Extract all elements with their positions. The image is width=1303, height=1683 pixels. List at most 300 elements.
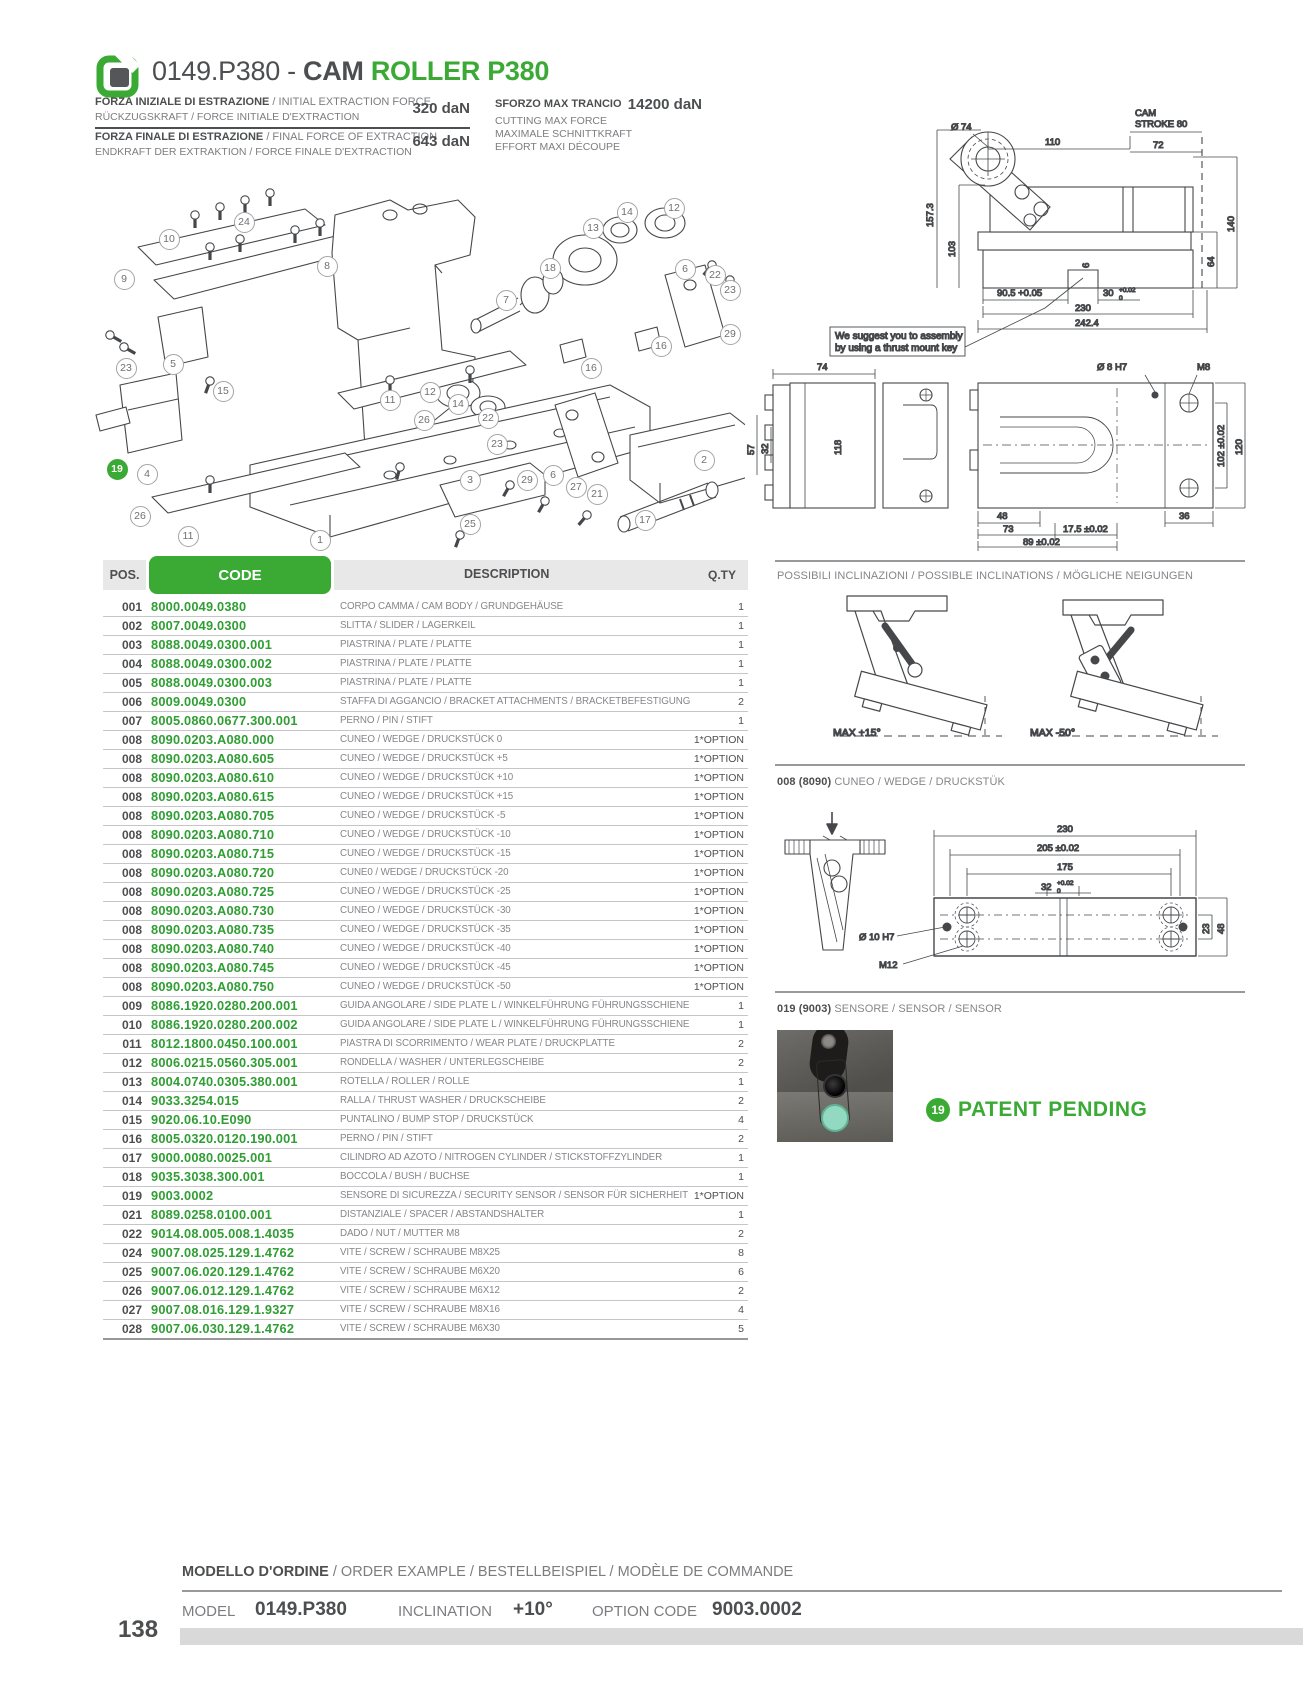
sensor-heading: 019 (9003) SENSORE / SENSOR / SENSOR <box>777 1003 1002 1015</box>
table-row <box>103 807 748 826</box>
part-balloon-22: 22 <box>705 265 726 286</box>
table-row <box>103 1282 748 1301</box>
table-row <box>103 1301 748 1320</box>
part-balloon-12: 12 <box>664 198 685 219</box>
dim-tolerance: +0.02 <box>1119 287 1136 294</box>
table-row <box>103 1092 748 1111</box>
row-description: VITE / SCREW / SCHRAUBE M6X30 <box>340 1323 500 1334</box>
row-description: CUNEO / WEDGE / DRUCKSTÜCK -10 <box>340 829 511 840</box>
row-pos: 011 <box>122 1037 142 1051</box>
row-code: 8004.0740.0305.380.001 <box>151 1074 298 1089</box>
row-qty: 1 <box>738 1019 744 1031</box>
row-pos: 010 <box>121 1018 143 1032</box>
dim-label: Ø 8 H7 <box>1097 362 1128 373</box>
dim-label: 110 <box>1045 137 1061 148</box>
row-qty: 4 <box>738 1304 744 1316</box>
row-qty: 1*OPTION <box>693 981 744 993</box>
dim-label: 157.3 <box>925 203 936 227</box>
table-row <box>103 598 748 617</box>
row-pos: 021 <box>121 1208 143 1222</box>
row-description: RALLA / THRUST WASHER / DRUCKSCHEIBE <box>340 1095 546 1106</box>
dim-label: 57 <box>746 444 757 455</box>
row-description: CUNEO / WEDGE / DRUCKSTÜCK -30 <box>340 905 511 916</box>
part-balloon-3: 3 <box>460 470 481 491</box>
row-description: VITE / SCREW / SCHRAUBE M6X12 <box>340 1285 500 1296</box>
table-row <box>103 769 748 788</box>
section-divider <box>775 991 1245 993</box>
row-description: RONDELLA / WASHER / UNTERLEGSCHEIBE <box>340 1057 545 1068</box>
row-code: 8090.0203.A080.710 <box>151 827 275 842</box>
row-pos: 019 <box>121 1189 143 1203</box>
dim-label: 23 <box>1201 923 1212 934</box>
row-pos: 027 <box>121 1303 143 1317</box>
table-header-description: DESCRIPTION <box>464 567 550 581</box>
row-pos: 009 <box>121 999 143 1013</box>
row-description: DADO / NUT / MUTTER M8 <box>340 1228 460 1239</box>
dim-label: 230 <box>1075 303 1091 314</box>
row-description: STAFFA DI AGGANCIO / BRACKET ATTACHMENTS / BRACKETBEFESTIGUNG <box>340 696 691 707</box>
part-balloon-22: 22 <box>478 408 499 429</box>
row-pos: 025 <box>121 1265 143 1279</box>
table-row <box>103 712 748 731</box>
row-code: 9007.08.016.129.1.9327 <box>151 1302 295 1317</box>
spec-initial-force-value: 320 daN <box>412 100 470 117</box>
row-description: GUIDA ANGOLARE / SIDE PLATE L / WINKELFÜHRUNG FÜHRUNGSSCHIENE <box>340 1019 690 1030</box>
sensor-photo <box>777 1030 893 1142</box>
page-title <box>152 56 549 87</box>
dim-label: 89 ±0.02 <box>1023 537 1060 548</box>
row-qty: 1*OPTION <box>693 772 744 784</box>
row-description: CORPO CAMMA / CAM BODY / GRUNDGEHÄUSE <box>340 601 564 612</box>
part-balloon-27: 27 <box>566 477 587 498</box>
row-code: 8005.0860.0677.300.001 <box>151 713 298 728</box>
row-qty: 1 <box>738 601 744 613</box>
row-code: 9020.06.10.E090 <box>151 1112 252 1127</box>
table-row <box>103 1320 748 1340</box>
table-row <box>103 1054 748 1073</box>
row-code: 9007.06.030.129.1.4762 <box>151 1321 295 1336</box>
section-divider <box>775 764 1245 766</box>
dim-label: 118 <box>833 439 844 455</box>
row-pos: 018 <box>121 1170 143 1184</box>
row-pos: 008 <box>121 828 143 842</box>
part-balloon-19: 19 <box>107 459 128 480</box>
dim-label: Ø 74 <box>951 122 972 133</box>
row-description: BOCCOLA / BUSH / BUCHSE <box>340 1171 470 1182</box>
table-row <box>103 883 748 902</box>
dim-label: 230 <box>1057 824 1073 835</box>
row-description: CUNEO / WEDGE / DRUCKSTÜCK -35 <box>340 924 511 935</box>
dim-label: 36 <box>1179 511 1190 522</box>
row-pos: 008 <box>121 923 143 937</box>
row-description: CUNEO / WEDGE / DRUCKSTÜCK 0 <box>340 734 503 745</box>
table-row <box>103 902 748 921</box>
part-balloon-15: 15 <box>213 381 234 402</box>
row-code: 8005.0320.0120.190.001 <box>151 1131 298 1146</box>
row-code: 8090.0203.A080.740 <box>151 941 275 956</box>
part-balloon-11: 11 <box>178 526 199 547</box>
row-code: 8090.0203.A080.735 <box>151 922 275 937</box>
row-code: 8090.0203.A080.605 <box>151 751 275 766</box>
spec-final-force-label: FORZA FINALE DI ESTRAZIONE / FINAL FORCE OF EXTRACTION <box>95 131 438 143</box>
row-qty: 1*OPTION <box>693 1190 744 1202</box>
assembly-note-line1: We suggest you to assembly <box>835 331 963 342</box>
row-code: 8007.0049.0300 <box>151 618 247 633</box>
dim-tolerance: +0.02 <box>1057 880 1074 887</box>
dim-label: 74 <box>817 362 828 373</box>
row-description: CUNEO / WEDGE / DRUCKSTÜCK +10 <box>340 772 514 783</box>
row-qty: 1 <box>738 715 744 727</box>
row-code: 8090.0203.A080.725 <box>151 884 275 899</box>
table-row <box>103 655 748 674</box>
spec-divider <box>95 127 470 129</box>
row-pos: 006 <box>121 695 143 709</box>
row-pos: 003 <box>121 638 143 652</box>
dim-tolerance: 0 <box>1119 295 1123 302</box>
order-example-heading: MODELLO D'ORDINE / ORDER EXAMPLE / BESTELLBEISPIEL / MODÈLE DE COMMANDE <box>182 1564 794 1580</box>
row-pos: 017 <box>121 1151 143 1165</box>
part-balloon-24: 24 <box>234 212 255 233</box>
part-balloon-6: 6 <box>675 259 696 280</box>
table-row <box>103 674 748 693</box>
row-description: SENSORE DI SICUREZZA / SECURITY SENSOR / SENSOR FÜR SICHERHEIT <box>340 1190 688 1201</box>
row-description: CUNEO / WEDGE / DRUCKSTÜCK +15 <box>340 791 514 802</box>
table-row <box>103 978 748 997</box>
row-qty: 1 <box>738 1000 744 1012</box>
row-pos: 012 <box>121 1056 143 1070</box>
part-balloon-25: 25 <box>460 514 481 535</box>
footer-bar <box>180 1628 1303 1645</box>
row-description: PIASTRA DI SCORRIMENTO / WEAR PLATE / DRUCKPLATTE <box>340 1038 615 1049</box>
part-balloon-5: 5 <box>163 354 184 375</box>
row-qty: 2 <box>738 1095 744 1107</box>
part-balloon-4: 4 <box>137 464 158 485</box>
table-header-desc-qty <box>334 560 748 590</box>
row-code: 9014.08.005.008.1.4035 <box>151 1226 295 1241</box>
row-description: VITE / SCREW / SCHRAUBE M8X16 <box>340 1304 500 1315</box>
part-balloon-8: 8 <box>317 256 338 277</box>
row-qty: 1*OPTION <box>693 829 744 841</box>
row-description: VITE / SCREW / SCHRAUBE M6X20 <box>340 1266 500 1277</box>
table-row <box>103 1225 748 1244</box>
row-qty: 1 <box>738 1076 744 1088</box>
row-code: 9003.0002 <box>151 1188 214 1203</box>
title-code: 0149.P380 - <box>152 56 304 86</box>
part-balloon-12: 12 <box>420 382 441 403</box>
row-pos: 015 <box>121 1113 143 1127</box>
row-pos: 008 <box>121 733 143 747</box>
inclinations-drawing <box>775 592 1245 750</box>
part-balloon-1: 1 <box>310 530 331 551</box>
part-balloon-26: 26 <box>130 506 151 527</box>
row-code: 8090.0203.A080.705 <box>151 808 275 823</box>
part-balloon-11: 11 <box>380 390 401 411</box>
row-qty: 2 <box>738 696 744 708</box>
table-row <box>103 636 748 655</box>
part-balloon-26: 26 <box>414 410 435 431</box>
row-code: 8090.0203.A080.720 <box>151 865 275 880</box>
row-description: GUIDA ANGOLARE / SIDE PLATE L / WINKELFÜHRUNG FÜHRUNGSSCHIENE <box>340 1000 690 1011</box>
part-balloon-9: 9 <box>114 269 135 290</box>
dim-label: Ø 10 H7 <box>859 932 895 943</box>
table-row <box>103 921 748 940</box>
section-divider <box>775 560 1245 562</box>
row-pos: 028 <box>121 1322 143 1336</box>
table-row <box>103 864 748 883</box>
table-row <box>103 1168 748 1187</box>
row-code: 8090.0203.A080.730 <box>151 903 275 918</box>
wedge-drawing <box>775 798 1255 976</box>
inclinations-heading: POSSIBILI INCLINAZIONI / POSSIBLE INCLINATIONS / MÖGLICHE NEIGUNGEN <box>777 570 1194 582</box>
dim-label: 175 <box>1057 862 1073 873</box>
row-description: PIASTRINA / PLATE / PLATTE <box>340 677 472 688</box>
row-code: 8088.0049.0300.002 <box>151 656 273 671</box>
table-row <box>103 997 748 1016</box>
patent-pending-label: PATENT PENDING <box>958 1098 1148 1121</box>
dim-label: 242.4 <box>1075 318 1099 329</box>
row-pos: 008 <box>121 752 143 766</box>
row-pos: 007 <box>121 714 143 728</box>
row-code: 8086.1920.0280.200.001 <box>151 998 298 1013</box>
row-code: 8090.0203.A080.000 <box>151 732 275 747</box>
row-qty: 1 <box>738 1171 744 1183</box>
max-minus-label: MAX -50° <box>1030 727 1076 739</box>
row-description: PIASTRINA / PLATE / PLATTE <box>340 639 472 650</box>
part-balloon-14: 14 <box>617 202 638 223</box>
order-inclination-label: INCLINATION <box>398 1603 492 1620</box>
row-code: 8088.0049.0300.003 <box>151 675 273 690</box>
row-description: CUNEO / WEDGE / DRUCKSTÜCK -5 <box>340 810 506 821</box>
row-qty: 1*OPTION <box>693 810 744 822</box>
row-qty: 1 <box>738 1152 744 1164</box>
table-row <box>103 1187 748 1206</box>
table-row <box>103 1149 748 1168</box>
part-balloon-23: 23 <box>116 358 137 379</box>
row-code: 8090.0203.A080.615 <box>151 789 275 804</box>
table-row <box>103 1016 748 1035</box>
row-description: CUNEO / WEDGE / DRUCKSTÜCK -25 <box>340 886 511 897</box>
row-qty: 4 <box>738 1114 744 1126</box>
part-balloon-23: 23 <box>720 280 741 301</box>
dim-label: M8 <box>1197 362 1211 373</box>
row-qty: 1*OPTION <box>693 734 744 746</box>
order-model-value: 0149.P380 <box>255 1599 347 1620</box>
table-header-qty: Q.TY <box>707 568 736 582</box>
row-qty: 2 <box>738 1285 744 1297</box>
row-qty: 1*OPTION <box>693 905 744 917</box>
row-description: CUNEO / WEDGE / DRUCKSTÜCK -40 <box>340 943 511 954</box>
row-description: CILINDRO AD AZOTO / NITROGEN CYLINDER / STICKSTOFFZYLINDER <box>340 1152 663 1163</box>
row-pos: 016 <box>121 1132 143 1146</box>
max-plus-label: MAX +15° <box>833 727 881 739</box>
spec-initial-force-sub: RÜCKZUGSKRAFT / FORCE INITIALE D'EXTRACTION <box>95 111 360 123</box>
row-pos: 008 <box>121 847 143 861</box>
table-row <box>103 617 748 636</box>
row-code: 9007.08.025.129.1.4762 <box>151 1245 295 1260</box>
dim-label: 120 <box>1234 439 1245 455</box>
dim-label: STROKE 80 <box>1135 119 1188 130</box>
front-view-drawing <box>745 355 1303 555</box>
row-qty: 2 <box>738 1228 744 1240</box>
row-qty: 2 <box>738 1038 744 1050</box>
title-roller: ROLLER P380 <box>363 56 550 86</box>
exploded-view-drawing <box>90 185 745 560</box>
dim-tolerance: 0 <box>1057 888 1061 895</box>
part-balloon-21: 21 <box>587 484 608 505</box>
table-row <box>103 788 748 807</box>
row-qty: 1*OPTION <box>693 962 744 974</box>
part-balloon-16: 16 <box>581 358 602 379</box>
row-pos: 008 <box>121 809 143 823</box>
row-qty: 5 <box>738 1323 744 1335</box>
row-pos: 024 <box>121 1246 143 1260</box>
row-qty: 1 <box>738 658 744 670</box>
table-row <box>103 940 748 959</box>
row-pos: 001 <box>121 600 143 614</box>
part-balloon-17: 17 <box>635 510 656 531</box>
row-code: 8089.0258.0100.001 <box>151 1207 273 1222</box>
row-pos: 013 <box>121 1075 143 1089</box>
table-header-pos: POS. <box>103 560 146 590</box>
part-balloon-16: 16 <box>651 336 672 357</box>
row-code: 8090.0203.A080.750 <box>151 979 275 994</box>
row-code: 8009.0049.0300 <box>151 694 247 709</box>
row-code: 9007.06.020.129.1.4762 <box>151 1264 295 1279</box>
dim-label: 32 <box>1041 882 1052 893</box>
spec-final-force-value: 643 daN <box>412 133 470 150</box>
row-qty: 1*OPTION <box>693 943 744 955</box>
row-qty: 1*OPTION <box>693 848 744 860</box>
row-qty: 1 <box>738 677 744 689</box>
part-balloon-23: 23 <box>487 434 508 455</box>
spec-cutting-sub-2: MAXIMALE SCHNITTKRAFT <box>495 128 633 140</box>
order-inclination-value: +10° <box>513 1599 553 1620</box>
part-balloon-29: 29 <box>720 324 741 345</box>
row-qty: 1*OPTION <box>693 924 744 936</box>
row-code: 8000.0049.0380 <box>151 599 247 614</box>
row-pos: 008 <box>121 866 143 880</box>
row-pos: 002 <box>121 619 143 633</box>
dim-label: 6 <box>1081 262 1092 268</box>
table-row <box>103 1206 748 1225</box>
part-balloon-18: 18 <box>540 258 561 279</box>
dim-label: M12 <box>879 960 898 971</box>
row-qty: 6 <box>738 1266 744 1278</box>
table-row <box>103 959 748 978</box>
dim-label: 17.5 ±0.02 <box>1063 524 1108 535</box>
dim-label: 32 <box>760 443 771 454</box>
title-cam: CAM <box>303 56 364 86</box>
row-description: ROTELLA / ROLLER / ROLLE <box>340 1076 470 1087</box>
row-code: 9000.0080.0025.001 <box>151 1150 273 1165</box>
order-option-label: OPTION CODE <box>592 1603 698 1620</box>
part-balloon-29: 29 <box>517 470 538 491</box>
table-row <box>103 1244 748 1263</box>
table-row <box>103 750 748 769</box>
spec-cutting-force-label: SFORZO MAX TRANCIO <box>495 98 622 110</box>
row-qty: 1*OPTION <box>693 867 744 879</box>
table-row <box>103 845 748 864</box>
patent-badge: 19 <box>926 1098 950 1122</box>
table-row <box>103 1035 748 1054</box>
row-qty: 1*OPTION <box>693 791 744 803</box>
table-row <box>103 826 748 845</box>
row-code: 8088.0049.0300.001 <box>151 637 273 652</box>
dim-label: 73 <box>1003 524 1014 535</box>
order-model-label: MODEL <box>182 1603 236 1620</box>
dim-label: 90.5 +0.05 <box>997 288 1043 299</box>
row-pos: 008 <box>121 904 143 918</box>
table-header-code: CODE <box>149 556 331 594</box>
row-code: 8012.1800.0450.100.001 <box>151 1036 298 1051</box>
part-balloon-13: 13 <box>583 218 604 239</box>
brand-logo-icon <box>95 52 141 98</box>
row-code: 9033.3254.015 <box>151 1093 239 1108</box>
row-code: 8086.1920.0280.200.002 <box>151 1017 298 1032</box>
row-pos: 004 <box>121 657 143 671</box>
dim-label: 48 <box>1216 923 1227 934</box>
row-code: 8090.0203.A080.745 <box>151 960 275 975</box>
parts-table-rows <box>103 598 748 1340</box>
order-option-value: 9003.0002 <box>712 1599 802 1620</box>
row-pos: 005 <box>121 676 143 690</box>
dim-label: 140 <box>1226 216 1237 232</box>
dim-label: 30 <box>1103 288 1114 299</box>
dim-label: 205 ±0.02 <box>1037 843 1080 854</box>
row-description: CUNE0 / WEDGE / DRUCKSTÜCK -20 <box>340 867 509 878</box>
row-description: PERNO / PIN / STIFT <box>340 715 433 726</box>
table-row <box>103 693 748 712</box>
row-code: 8090.0203.A080.715 <box>151 846 275 861</box>
row-pos: 022 <box>121 1227 143 1241</box>
row-qty: 1 <box>738 620 744 632</box>
row-pos: 008 <box>121 961 143 975</box>
part-balloon-6: 6 <box>543 465 564 486</box>
row-description: PUNTALINO / BUMP STOP / DRUCKSTÜCK <box>340 1114 534 1125</box>
row-description: DISTANZIALE / SPACER / ABSTANDSHALTER <box>340 1209 545 1220</box>
row-code: 9035.3038.300.001 <box>151 1169 265 1184</box>
row-description: PERNO / PIN / STIFT <box>340 1133 433 1144</box>
row-qty: 1 <box>738 1209 744 1221</box>
row-qty: 2 <box>738 1133 744 1145</box>
part-balloon-10: 10 <box>159 229 180 250</box>
spec-initial-force-label: FORZA INIZIALE DI ESTRAZIONE / INITIAL EXTRACTION FORCE <box>95 96 431 108</box>
row-description: CUNEO / WEDGE / DRUCKSTÜCK -50 <box>340 981 511 992</box>
wedge-heading: 008 (8090) CUNEO / WEDGE / DRUCKSTÜK <box>777 776 1005 788</box>
table-row <box>103 731 748 750</box>
spec-final-force-sub: ENDKRAFT DER EXTRAKTION / FORCE FINALE D'EXTRACTION <box>95 146 412 158</box>
dim-label: 64 <box>1206 256 1217 267</box>
order-divider <box>182 1590 1282 1592</box>
row-pos: 014 <box>121 1094 143 1108</box>
assembly-note-line2: by using a thrust mount key <box>835 343 958 354</box>
spec-cutting-sub-3: EFFORT MAXI DÉCOUPE <box>495 141 621 153</box>
row-pos: 008 <box>121 980 143 994</box>
row-pos: 008 <box>121 790 143 804</box>
row-description: CUNEO / WEDGE / DRUCKSTÜCK -15 <box>340 848 511 859</box>
dim-label: 48 <box>997 511 1008 522</box>
table-row <box>103 1073 748 1092</box>
row-qty: 1*OPTION <box>693 886 744 898</box>
dim-label: CAM <box>1135 108 1157 119</box>
row-code: 8006.0215.0560.305.001 <box>151 1055 298 1070</box>
part-balloon-7: 7 <box>496 290 517 311</box>
row-qty: 8 <box>738 1247 744 1259</box>
row-code: 9007.06.012.129.1.4762 <box>151 1283 295 1298</box>
part-balloon-2: 2 <box>694 450 715 471</box>
row-qty: 1 <box>738 639 744 651</box>
table-row <box>103 1130 748 1149</box>
